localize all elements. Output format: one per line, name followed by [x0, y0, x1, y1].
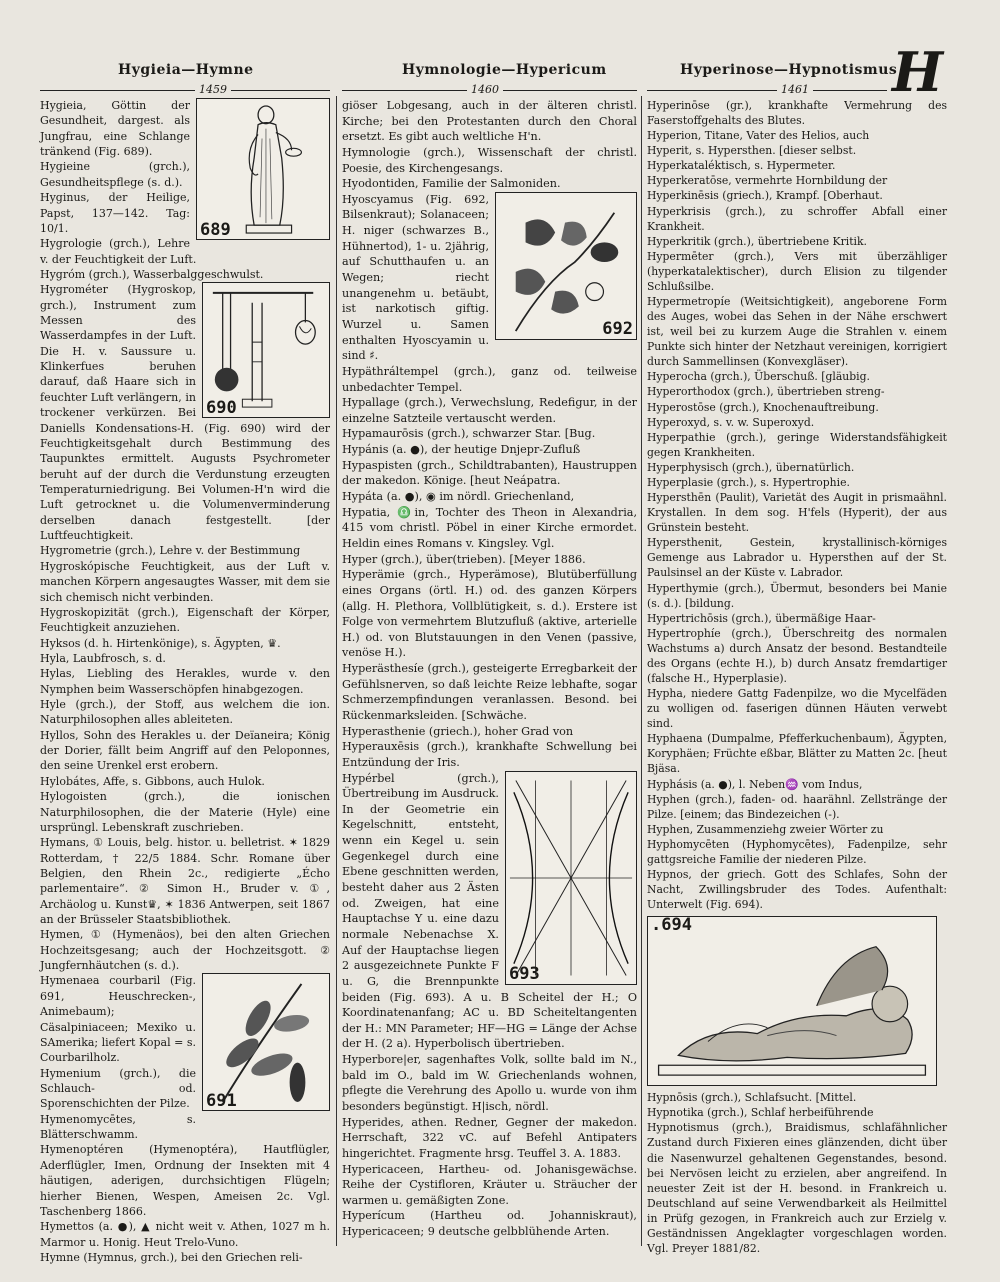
figure-693-hyperbola — [505, 771, 637, 985]
entry: giöser Lobgesang, auch in der älteren christl. Kirche; bei den Protestanten durch den Choral ersetzt. Es gibt auch weltliche H'n. — [342, 99, 637, 144]
figure-number: 692 — [602, 319, 633, 340]
figure-number: 689 — [200, 219, 231, 240]
entry: Hypersthēn (Paulit), Varietät des Augit in prismaähnl. Krystallen. In dem sog. H'fels (Hyperit), der aus Grünstein besteht. — [647, 491, 947, 535]
page-number-rule-middle — [342, 83, 637, 97]
left-running-head: Hygieia—Hymne — [118, 62, 254, 78]
entry: Hypermetropíe (Weitsichtigkeit), angeborene Form des Auges, wobei das Sehen in der Nähe erschwert ist, weil bei zu kurzem Auge die Strahlen v. einem Punkte sich hinter der Netzhaut vereinigen, korrigiert durch Sammellinsen (Konvexgläser). — [647, 295, 947, 369]
entry: Hyginus, der Heilige, Papst, 137—142. Tag: 10/1. — [40, 191, 190, 235]
entry: Hymenium (grch.), die Schlauch- od. Sporenschichten der Pilze. — [40, 1066, 196, 1111]
entry: Hyperbore|er, sagenhaftes Volk, sollte bald im N., bald im O., bald im W. Griechenlands wohnen, pflegte die Verehrung des Apollo u. wurde von ihm besonders begünstigt. H|isch, nördl. — [342, 1053, 637, 1113]
column-left — [40, 98, 330, 1265]
entry: Hypermēter (grch.), Vers mit überzähliger (hyperkatalektischer), durch Elision zu tilgender Schlußsilbe. — [647, 249, 947, 293]
entry: Hymenoptéren (Hymenoptéra), Hautflügler, Aderflügler, Imen, Ordnung der Insekten mit 4 häutigen, aderigen, durchsichtigen Flügeln; hierher Bienen, Wespen, Ameisen 2c. Vgl. Taschenberg 1866. — [40, 1143, 330, 1218]
entry: Hypatia, ♎in, Tochter des Theon in Alexandria, 415 vom christl. Pöbel in einer Kirche ermordet. Heldin eines Romans v. Kingsley. Vgl. — [342, 505, 637, 550]
entry: Hyperkataléktisch, s. Hypermeter. — [647, 159, 836, 173]
entry: Hypnotismus (grch.), Braidismus, schlafähnlicher Zustand durch Fixieren eines glänzenden, dicht über die Nasenwurzel gehaltenen Gegenstandes, besond. bei Nervösen leicht zu erzielen, aber angreifend. In neuester Zeit ist der H. besond. in Frankreich u. Deutschland auf seine Verwendbarkeit als Heilmittel in Prüfg gezogen, in Frankreich auch zur Erzielg v. Geständnissen Angeklagter vorgeschlagen worden. Vgl. Preyer 1881/82. — [647, 1121, 947, 1255]
figure-690-hygrometer — [202, 282, 330, 418]
page-number-rule-right — [647, 83, 947, 97]
hypnos-sleeping-figure-illustration — [648, 917, 936, 1085]
entry: Hyphen (grch.), faden- od. haarähnl. Zellstränge der Pilze. [einem; das Bindezeichen (-). — [647, 792, 947, 821]
entry: Hylobátes, Affe, s. Gibbons, auch Hulok. — [40, 774, 265, 788]
entry: Hyperorthodox (grch.), übertrieben streng- — [647, 385, 885, 399]
entry: Hypha, niedere Gattg Fadenpilze, wo die Mycelfäden zu wolligen od. faserigen dünnen Häuten verwebt sind. — [647, 687, 947, 731]
entry: Hypamaurōsis (grch.), schwarzer Star. [Bug. — [342, 427, 596, 441]
entry: Hyperpathie (grch.), geringe Widerstandsfähigkeit gegen Krankheiten. — [647, 430, 947, 459]
figure-691-hymenaea — [202, 973, 330, 1111]
entry: Hyperästhesíe (grch.), gesteigerte Erregbarkeit der Gefühlsnerven, so daß leichte Reize lebhafte, sogar Schmerzempfindungen veranlassen. Besond. bei Rückenmarksleiden. [Schwäche. — [342, 662, 637, 722]
page-number-middle: 1460 — [467, 83, 503, 96]
entry: Hypnōsis (grch.), Schlafsucht. [Mittel. — [647, 1091, 857, 1105]
hymenaea-branch-illustration — [203, 974, 329, 1110]
entry: Hymenomycētes, s. Blätterschwamm. — [40, 1112, 196, 1142]
entry: Hygrologie (grch.), Lehre v. der Feuchtigkeit der Luft. — [40, 237, 197, 266]
entry: Hygróm (grch.), Wasserbalggeschwulst. — [40, 267, 264, 281]
entry: Hyperinōse (gr.), krankhafte Vermehrung des Faserstoffgehalts des Blutes. — [647, 99, 947, 128]
entry: Hyperkrisis (grch.), zu schroffer Abfall einer Krankheit. — [647, 204, 947, 233]
entry: Hyperthymie (grch.), Übermut, besonders bei Manie (s. d.). [bildung. — [647, 581, 947, 610]
entry: Hylas, Liebling des Herakles, wurde v. den Nymphen beim Wasserschöpfen hinabgezogen. — [40, 667, 330, 696]
entry: Hypersthenit, Gestein, krystallinisch-körniges Gemenge aus Labrador u. Hypersthen auf der St. Paulsinsel an der Küste v. Labrador. — [647, 536, 947, 580]
entry: Hypnos, der griech. Gott des Schlafes, Sohn der Nacht, Zwillingsbruder des Todes. Aufenthalt: Unterwelt (Fig. 694). — [647, 867, 947, 912]
entry: Hygrometrie (grch.), Lehre v. der Bestimmung — [40, 544, 301, 558]
entry: Hyperocha (grch.), Überschuß. [gläubig. — [647, 370, 870, 384]
entry: Hygrométer (Hygroskop, grch.), Instrument zum Messen des Wasserdampfes in der Luft. Die H. v. Saussure u. Klinkerfues beruhen darauf, daß Haare sich in feuchter Luft verlängern, in trockener verkürzen. Bei Daniells Kondensations-H. (Fig. 690) wird der Feuchtigkeitsgehalt durch Bestimmung des Taupunktes ermittelt. Augusts Psychrometer beruht auf der durch die Verdunstung erzeugten Temperaturniedrigung. Bei Volumen-H'n wird die Luft getrocknet u. die Volumenverminderung derselben danach festgestellt. [der Luftfeuchtigkeit. — [40, 283, 330, 543]
entry: Hyphen, Zusammenziehg zweier Wörter zu — [647, 822, 884, 836]
right-running-head: Hyperinose—Hypnotismus — [680, 62, 898, 78]
entry: Hygieia, Göttin der Gesundheit, dargest. als Jungfrau, eine Schlange tränkend (Fig. 689). — [40, 99, 190, 159]
hyperbola-diagram — [506, 772, 636, 984]
entry: Hygroskopizität (grch.), Eigenschaft der Körper, Feuchtigkeit anzuziehen. — [40, 605, 330, 635]
entry: Hyperauxēsis (grch.), krankhafte Schwellung bei Entzündung der Iris. — [342, 740, 637, 769]
column-divider — [641, 96, 642, 1246]
page-number-left: 1459 — [195, 83, 231, 96]
entry: Hypericaceen, Hartheu- od. Johanisgewächse. Reihe der Cystifloren, Kräuter u. Sträucher der warmen u. gemäßigten Zone. — [342, 1162, 637, 1207]
entry: Hypaspisten (grch., Schildtrabanten), Haustruppen der makedon. Könige. [heut Neápatra. — [342, 458, 637, 488]
entry: Hyperit, s. Hypersthen. [dieser selbst. — [647, 144, 857, 158]
figure-number: 690 — [206, 397, 237, 418]
entry: Hyperämie (grch., Hyperämose), Blutüberfüllung eines Organs (örtl. H.) od. des ganzen Körpers (allg. H. Plethora, Vollblütigkeit, s. d.). Erstere ist Folge von vermehrtem Blutzufluß (aktive, arterielle H.) od. von Blutstauungen in den Venen (passive, venöse H.). — [342, 568, 637, 660]
entry: Hyperides, athen. Redner, Gegner der makedon. Herrschaft, 322 vC. auf Befehl Antipaters hingerichtet. Fragmente hrsg. Teuffel 3. A. 1883. — [342, 1115, 637, 1160]
entry: Hyperion, Titane, Vater des Helios, auch — [647, 129, 870, 143]
entry: Hyphásis (a. ●), l. Neben♒ vom Indus, — [647, 777, 863, 791]
entry: Hyksos (d. h. Hirtenkönige), s. Ägypten, ♛. — [40, 636, 281, 650]
entry: Hyperostōse (grch.), Knochenauftreibung. — [647, 400, 879, 414]
entry: Hygieine (grch.), Gesundheitspflege (s. d.). — [40, 160, 190, 189]
entry: Hypäthráltempel (grch.), ganz od. teilweise unbedachter Tempel. — [342, 364, 637, 394]
column-middle — [342, 98, 637, 1240]
entry: Hymnologie (grch.), Wissenschaft der christl. Poesie, des Kirchengesangs. — [342, 145, 637, 175]
entry: Hyper (grch.), über(trieben). [Meyer 1886. — [342, 552, 586, 566]
entry: Hyle (grch.), der Stoff, aus welchem die ion. Naturphilosophen alles ableiteten. — [40, 698, 330, 727]
figure-number: .694 — [651, 916, 692, 936]
entry: Hyphomycēten (Hyphomycētes), Fadenpilze, sehr gattgsreiche Familie der niederen Pilze. — [647, 837, 947, 866]
entry: Hymettos (a. ●), ▲ nicht weit v. Athen, 1027 m h. Marmor u. Honig. Heut Trelo-Vuno. — [40, 1220, 330, 1249]
entry: Hyperplasie (grch.), s. Hypertrophie. — [647, 475, 850, 489]
entry: Hymenaea courbaril (Fig. 691, Heuschrecken-, Animebaum); Cäsalpiniaceen; Mexiko u. SAmerika; liefert Kopal = s. Courbarilholz. — [40, 974, 196, 1065]
entry: Hyperkinēsis (griech.), Krampf. [Oberhaut. — [647, 189, 883, 203]
entry: Hypertrophíe (grch.), Überschreitg des normalen Wachstums a) durch Ansatz der besond. Bestandteile des Organs (echte H.), b) durch Ansatz fremdartiger (falsche H., Hyperplasie). — [647, 626, 947, 685]
entry: Hyperkritik (grch.), übertriebene Kritik. — [647, 234, 867, 248]
hyoscyamus-plant-illustration — [496, 193, 636, 339]
entry: Hyperphysisch (grch.), übernatürlich. — [647, 460, 855, 474]
entry: Hymen, ① (Hymenäos), bei den alten Griechen Hochzeitsgesang; auch der Hochzeitsgott. ② Jungfernhäutchen (s. d.). — [40, 928, 330, 973]
entry: Hyodontiden, Familie der Salmoniden. — [342, 177, 561, 191]
column-divider — [336, 96, 337, 1246]
entry: Hyllos, Sohn des Herakles u. der Deïaneira; König der Dorier, fällt beim Angriff auf den Peloponnes, den seine Urenkel erst erobern. — [40, 728, 330, 773]
entry: Hyperícum (Hartheu od. Johanniskraut), Hypericaceen; 9 deutsche gelbblühende Arten. — [342, 1209, 637, 1239]
entry: Hymne (Hymnus, grch.), bei den Griechen reli- — [40, 1250, 303, 1264]
entry: Hypáta (a. ●), ◉ im nördl. Griechenland, — [342, 490, 575, 504]
entry: Hypallage (grch.), Verwechslung, Redefigur, in der einzelne Satzteile vertauscht werden. — [342, 396, 637, 425]
entry: Hygroskópische Feuchtigkeit, aus der Luft v. manchen Körpern angesaugtes Wasser, mit dem sie sich chemisch nicht verbinden. — [40, 559, 330, 604]
figure-689-hygieia — [196, 98, 330, 240]
hygieia-statue-illustration — [197, 99, 329, 239]
entry: Hyla, Laubfrosch, s. d. — [40, 651, 166, 665]
figure-694-hypnos — [647, 916, 937, 1086]
entry: Hypérbel (grch.), Übertreibung im Ausdruck. In der Geometrie ein Kegelschnitt, entsteht, wenn ein Kegel u. sein Gegenkegel durch eine Ebene geschnitten werden, besteht daher aus 2 Ästen od. Zweigen, hat eine Hauptachse Y u. eine dazu normale Nebenachse X. Auf der Hauptachse liegen 2 ausgezeichnete Punkte F u. G, die Brennpunkte beiden (Fig. 693). A u. B Scheitel der H.; O Koordinatenanfang; AC u. BD Scheiteltangenten der H.: MN Parameter; HF—HG = Länge der Achse der H. (2 a). Hyperbolisch übertrieben. — [342, 771, 637, 1051]
figure-number: 693 — [509, 963, 540, 984]
entry: Hylogoisten (grch.), die ionischen Naturphilosophen, die der Materie (Hyle) eine ursprüngl. Lebenskraft zuschrieben. — [40, 790, 330, 834]
figure-692-hyoscyamus — [495, 192, 637, 340]
entry: Hyperasthenie (griech.), hoher Grad von — [342, 724, 574, 738]
column-right — [647, 98, 947, 1256]
entry: Hyoscyamus (Fig. 692, Bilsenkraut); Solanaceen; H. niger (schwarzes B., Hühnertod), 1- u. 2jährig, auf Schutthaufen u. an Wegen; riecht unangenehm u. betäubt, ist narkotisch giftig. Wurzel u. Samen enthalten Hyoscyamin u. sind ♯. — [342, 192, 489, 363]
section-letter: H — [892, 40, 944, 104]
figure-number: 691 — [206, 1091, 237, 1112]
entry: Hyperoxyd, s. v. w. Superoxyd. — [647, 415, 815, 429]
entry: Hypnotika (grch.), Schlaf herbeiführende — [647, 1106, 874, 1120]
page-number-rule-left — [40, 83, 330, 97]
entry: Hyphaena (Dumpalme, Pfefferkuchenbaum), Ägypten, Koryphäen; Früchte eßbar, Blätter zu Matten 2c. [heut Bjäsa. — [647, 732, 947, 776]
entry: Hypertrichōsis (grch.), übermäßige Haar- — [647, 611, 876, 625]
entry: Hypánis (a. ●), der heutige Dnjepr-Zufluß — [342, 443, 581, 457]
page-number-right: 1461 — [777, 83, 813, 96]
middle-running-head: Hymnologie—Hypericum — [402, 62, 607, 78]
entry: Hymans, ① Louis, belg. histor. u. belletrist. ✶ 1829 Rotterdam, † 22/5 1884. Schr. Romane über Belgien, den Rhein 2c., redigierte „Écho parlementaire“. ② Simon H., Bruder v. ①, Archäolog u. Kunst♛, ✶ 1836 Antwerpen, seit 1867 an der Brüsseler Staatsbibliothek. — [40, 836, 330, 927]
entry: Hyperkeratōse, vermehrte Hornbildung der — [647, 174, 888, 188]
